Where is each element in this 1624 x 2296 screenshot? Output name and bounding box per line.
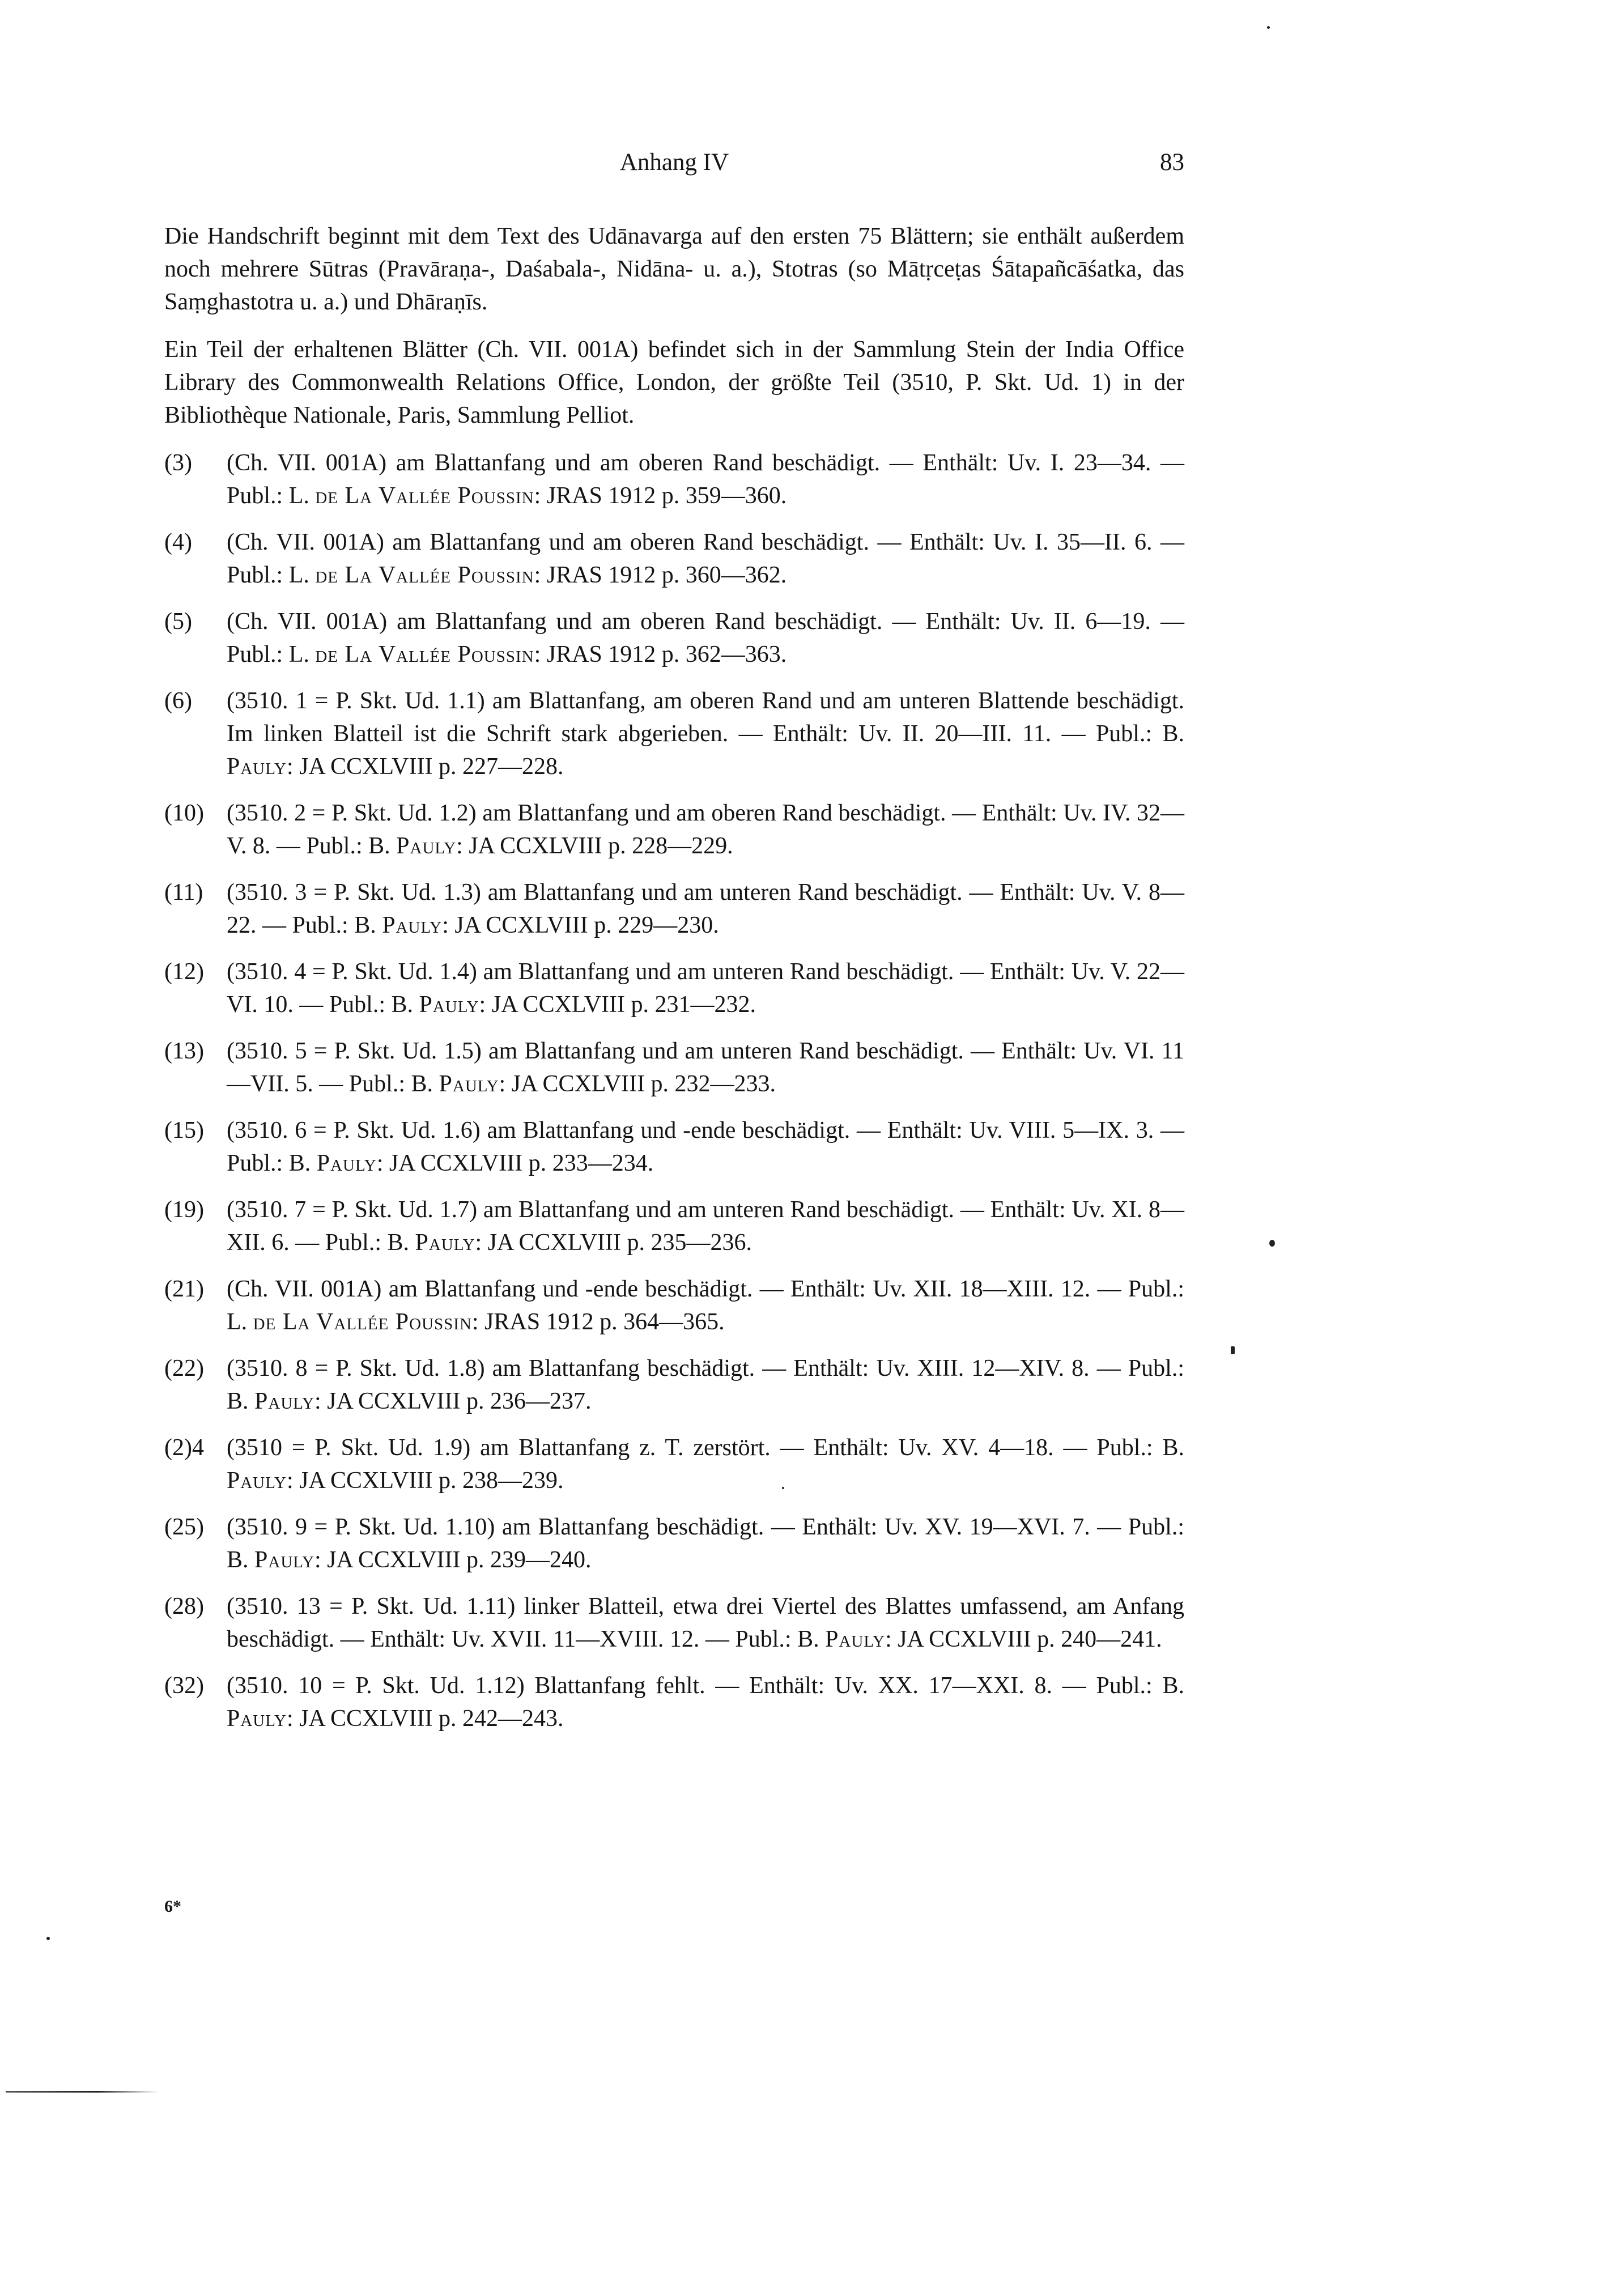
entry-number: (10) [164,800,204,826]
entry-description: (3510. 10 = P. Skt. Ud. 1.12) Blattanfang fehlt. — Enthält: Uv. XX. 17—XXI. 8. — Publ.: B. [227,1673,1184,1699]
scan-speck [1269,1240,1275,1247]
scan-scratch [6,2091,159,2093]
entry-author: Pauly [227,754,287,780]
entry-description: (Ch. VII. 001A) am Blattanfang und am oberen Rand beschädigt. — Enthält: Uv. I. 23—34. — Publ.: L. [227,450,1184,509]
entry-text [227,1035,1184,1100]
entry-reference: : JA CCXLVIII p. 233—234. [376,1150,654,1176]
entry-author: Pauly [254,1388,315,1414]
entry-reference: : JA CCXLVIII p. 232—233. [499,1071,776,1097]
catalog-entry [164,797,1184,862]
entry-description: (3510. 2 = P. Skt. Ud. 1.2) am Blattanfang und am oberen Rand beschädigt. — Enthält: Uv. IV. 32—V. 8. — Publ.: B. [227,800,1184,859]
entry-description: (3510. 1 = P. Skt. Ud. 1.1) am Blattanfang, am oberen Rand und am unteren Blattende beschädigt. Im linken Blatteil ist die Schrift stark abgerieben. — Enthält: Uv. II. 20—III. 11. — Publ.: B. [227,688,1184,747]
entry-description: (3510 = P. Skt. Ud. 1.9) am Blattanfang z. T. zerstört. — Enthält: Uv. XV. 4—18. — Publ.: B. [227,1435,1184,1461]
entry-text [227,1193,1184,1259]
catalog-entry [164,1352,1184,1418]
entry-description: (3510. 3 = P. Skt. Ud. 1.3) am Blattanfang und am unteren Rand beschädigt. — Enthält: Uv. V. 8—22. — Publ.: B. [227,879,1184,938]
entry-author: de La Vallée Poussin [253,1309,472,1335]
page-header [164,148,1184,188]
running-title: Anhang IV [619,149,729,176]
catalog-entry [164,1114,1184,1180]
entry-number: (5) [164,609,192,635]
entry-reference: : JA CCXLVIII p. 239—240. [314,1547,592,1573]
entry-number: (13) [164,1038,204,1064]
entry-author: Pauly [825,1626,886,1652]
entry-author: Pauly [227,1706,287,1732]
scan-speck [46,1937,50,1940]
entry-author: Pauly [254,1547,315,1573]
entry-number: (15) [164,1117,204,1143]
entry-number: (19) [164,1197,204,1223]
entry-reference: : JA CCXLVIII p. 229—230. [442,912,719,938]
entry-author: Pauly [439,1071,499,1097]
entry-text [227,797,1184,862]
entry-reference: : JA CCXLVIII p. 236—237. [314,1388,592,1414]
entry-description: (Ch. VII. 001A) am Blattanfang und -ende beschädigt. — Enthält: Uv. XII. 18—XIII. 12. — Publ.: L. [227,1276,1184,1335]
entry-author: Pauly [227,1468,287,1494]
entry-text [227,876,1184,942]
entry-description: (3510. 4 = P. Skt. Ud. 1.4) am Blattanfang und am unteren Rand beschädigt. — Enthält: Uv. V. 22—VI. 10. — Publ.: B. [227,959,1184,1018]
entry-number: (28) [164,1593,204,1619]
entry-number: (22) [164,1355,204,1381]
entry-number: (2)4 [164,1435,204,1461]
entry-reference: : JA CCXLVIII p. 227—228. [287,754,564,780]
entry-reference: : JA CCXLVIII p. 231—232. [479,992,756,1018]
printer-signature: 6* [164,1897,181,1916]
entry-reference: : JRAS 1912 p. 360—362. [534,562,787,588]
catalog-entry [164,526,1184,592]
entry-author: Pauly [419,992,479,1018]
catalog-entry [164,1590,1184,1656]
entry-number: (11) [164,879,203,905]
entry-text [227,1431,1184,1497]
intro-paragraph: Die Handschrift beginnt mit dem Text des Udānavarga auf den ersten 75 Blättern; sie enthält außerdem noch mehrere Sūtras (Pravāraṇa-, Daśabala-, Nidāna- u. a.), Stotras (so Mātṛceṭas Śātapañcāśatka, das Saṃghastotra u. a.) und Dhāraṇīs. [164,223,1184,315]
entry-author: Pauly [396,833,457,859]
entry-text [227,1590,1184,1656]
catalog-entry [164,447,1184,512]
holdings-paragraph: Ein Teil der erhaltenen Blätter (Ch. VII. 001A) befindet sich in der Sammlung Stein der India Office Library des Commonwealth Relations Office, London, der größte Teil (3510, P. Skt. Ud. 1) in der Bibliothèque Nationale, Paris, Sammlung Pelliot. [164,337,1184,428]
entry-text [227,605,1184,671]
scan-speck [1231,1346,1235,1354]
entry-author: de La Vallée Poussin [315,641,534,667]
entry-author: Pauly [415,1230,475,1256]
entry-author: Pauly [382,912,443,938]
catalog-entry [164,1511,1184,1576]
entry-reference: : JA CCXLVIII p. 242—243. [287,1706,564,1732]
entry-text [227,1114,1184,1180]
entry-text [227,447,1184,512]
page-body [164,220,1184,1749]
entry-number: (25) [164,1514,204,1540]
entry-reference: : JA CCXLVIII p. 240—241. [885,1626,1162,1652]
entry-description: (3510. 9 = P. Skt. Ud. 1.10) am Blattanfang beschädigt. — Enthält: Uv. XV. 19—XVI. 7. — Publ.: B. [227,1514,1184,1573]
catalog-entry [164,876,1184,942]
catalog-entry [164,1035,1184,1100]
entry-author: de La Vallée Poussin [315,562,534,588]
entry-reference: : JA CCXLVIII p. 228—229. [456,833,733,859]
entry-number: (6) [164,688,192,714]
entry-reference: : JRAS 1912 p. 362—363. [534,641,787,667]
entry-author: de La Vallée Poussin [315,483,534,509]
entry-number: (21) [164,1276,204,1302]
catalog-entry [164,1669,1184,1735]
entry-text [227,1669,1184,1735]
entry-reference: : JRAS 1912 p. 359—360. [534,483,787,509]
entry-text [227,1352,1184,1418]
entry-reference: : JA CCXLVIII p. 235—236. [475,1230,752,1256]
entry-description: (3510. 8 = P. Skt. Ud. 1.8) am Blattanfang beschädigt. — Enthält: Uv. XIII. 12—XIV. 8. — Publ.: B. [227,1355,1184,1414]
entry-number: (4) [164,529,192,555]
catalog-entry [164,684,1184,783]
page-number: 83 [1160,149,1184,176]
entry-text [227,1273,1184,1338]
catalog-entry [164,1273,1184,1338]
entry-description: (3510. 6 = P. Skt. Ud. 1.6) am Blattanfang und -ende beschädigt. — Enthält: Uv. VIII. 5—IX. 3. — Publ.: B. [227,1117,1184,1176]
entry-description: (Ch. VII. 001A) am Blattanfang und am oberen Rand beschädigt. — Enthält: Uv. II. 6—19. — Publ.: L. [227,609,1184,667]
scan-speck [1267,26,1270,29]
entry-text [227,955,1184,1021]
catalog-entry [164,1431,1184,1497]
entry-description: (3510. 7 = P. Skt. Ud. 1.7) am Blattanfang und am unteren Rand beschädigt. — Enthält: Uv. XI. 8—XII. 6. — Publ.: B. [227,1197,1184,1256]
catalog-entry [164,605,1184,671]
entry-reference: : JA CCXLVIII p. 238—239. [287,1468,564,1494]
entry-description: (Ch. VII. 001A) am Blattanfang und am oberen Rand beschädigt. — Enthält: Uv. I. 35—II. 6. — Publ.: L. [227,529,1184,588]
catalog-entry [164,1193,1184,1259]
entry-number: (32) [164,1673,204,1699]
entry-description: (3510. 5 = P. Skt. Ud. 1.5) am Blattanfang und am unteren Rand beschädigt. — Enthält: Uv. VI. 11—VII. 5. — Publ.: B. [227,1038,1184,1097]
entry-text [227,684,1184,783]
catalog-entry [164,955,1184,1021]
entry-text [227,1511,1184,1576]
entry-author: Pauly [316,1150,377,1176]
entry-number: (12) [164,959,204,985]
entry-text [227,526,1184,592]
entry-reference: : JRAS 1912 p. 364—365. [471,1309,725,1335]
scan-speck [782,1487,784,1489]
entry-description: (3510. 13 = P. Skt. Ud. 1.11) linker Blatteil, etwa drei Viertel des Blattes umfassend, am Anfang beschädigt. — Enthält: Uv. XVII. 11—XVIII. 12. — Publ.: B. [227,1593,1184,1652]
entry-number: (3) [164,450,192,476]
